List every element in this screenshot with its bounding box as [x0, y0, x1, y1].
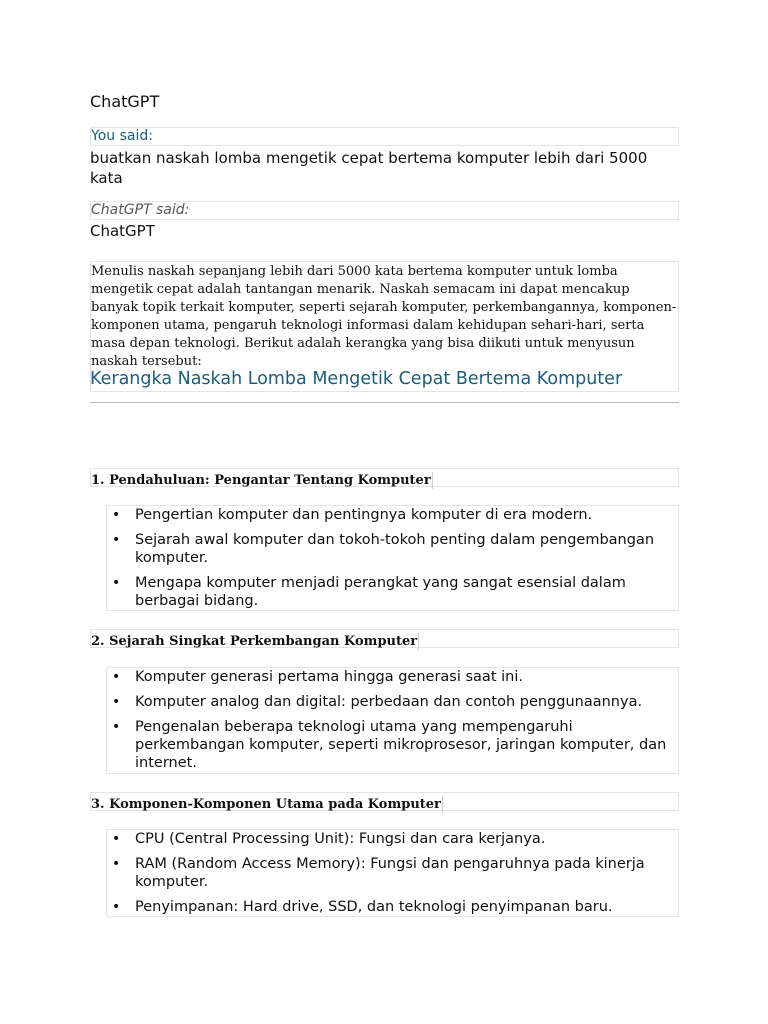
- bullet-icon: •: [112, 856, 121, 872]
- list-item: [107, 531, 678, 567]
- list-item: [107, 506, 678, 524]
- bullet-icon: •: [112, 669, 121, 685]
- bullet-icon: •: [112, 899, 121, 915]
- bullet-icon: •: [112, 575, 121, 591]
- list-item-text: RAM (Random Access Memory): Fungsi dan pengaruhnya pada kinerja komputer.: [135, 856, 645, 890]
- bullet-list: [106, 667, 679, 774]
- list-item-text: Komputer analog dan digital: perbedaan dan contoh penggunaannya.: [135, 694, 643, 710]
- list-item: [107, 574, 678, 610]
- bullet-list: [106, 829, 679, 917]
- section-heading: 3. Komponen-Komponen Utama pada Komputer: [91, 797, 441, 812]
- user-message: buatkan naskah lomba mengetik cepat bertema komputer lebih dari 5000 kata: [90, 149, 648, 187]
- section-heading-box: [90, 629, 679, 648]
- list-item: [107, 898, 678, 916]
- outline-heading: Kerangka Naskah Lomba Mengetik Cepat Bertema Komputer: [90, 369, 623, 389]
- list-item-text: Penyimpanan: Hard drive, SSD, dan teknologi penyimpanan baru.: [135, 899, 613, 915]
- bullet-icon: •: [112, 532, 121, 548]
- section-heading-box: [90, 468, 679, 487]
- assistant-name: ChatGPT: [90, 222, 155, 240]
- list-item: [107, 830, 678, 848]
- list-item: [107, 855, 678, 891]
- bullet-icon: •: [112, 694, 121, 710]
- list-item-text: Pengenalan beberapa teknologi utama yang mempengaruhi perkembangan komputer, seperti mikroprosesor, jaringan komputer, dan internet.: [135, 719, 667, 771]
- section-heading: 1. Pendahuluan: Pengantar Tentang Komputer: [91, 473, 431, 488]
- you-said-label: You said:: [90, 127, 679, 146]
- assistant-said-label: ChatGPT said:: [90, 201, 679, 220]
- list-item-text: Mengapa komputer menjadi perangkat yang sangat esensial dalam berbagai bidang.: [135, 575, 626, 609]
- intro-paragraph: Menulis naskah sepanjang lebih dari 5000 kata bertema komputer untuk lomba mengetik cepat adalah tantangan menarik. Naskah semacam ini dapat mencakup banyak topik terkait komputer, seperti sejarah komputer, perkembangannya, komponen-komponen utama, pengaruh teknologi informasi dalam kehidupan sehari-hari, serta masa depan teknologi. Berikut adalah kerangka yang bisa diikuti untuk menyusun naskah tersebut:: [91, 264, 677, 369]
- list-item-text: CPU (Central Processing Unit): Fungsi dan cara kerjanya.: [135, 831, 546, 847]
- list-item-text: Sejarah awal komputer dan tokoh-tokoh penting dalam pengembangan komputer.: [135, 532, 655, 566]
- bullet-icon: •: [112, 831, 121, 847]
- list-item: [107, 693, 678, 711]
- section-heading-box: [90, 792, 679, 811]
- list-item-text: Pengertian komputer dan pentingnya komputer di era modern.: [135, 507, 593, 523]
- list-item-text: Komputer generasi pertama hingga generasi saat ini.: [135, 669, 523, 685]
- list-item: [107, 718, 678, 772]
- bullet-icon: •: [112, 719, 121, 735]
- bullet-list: [106, 505, 679, 611]
- divider: [90, 402, 679, 403]
- page-title: ChatGPT: [90, 92, 160, 111]
- section-heading: 2. Sejarah Singkat Perkembangan Komputer: [91, 634, 418, 649]
- list-item: [107, 668, 678, 686]
- bullet-icon: •: [112, 507, 121, 523]
